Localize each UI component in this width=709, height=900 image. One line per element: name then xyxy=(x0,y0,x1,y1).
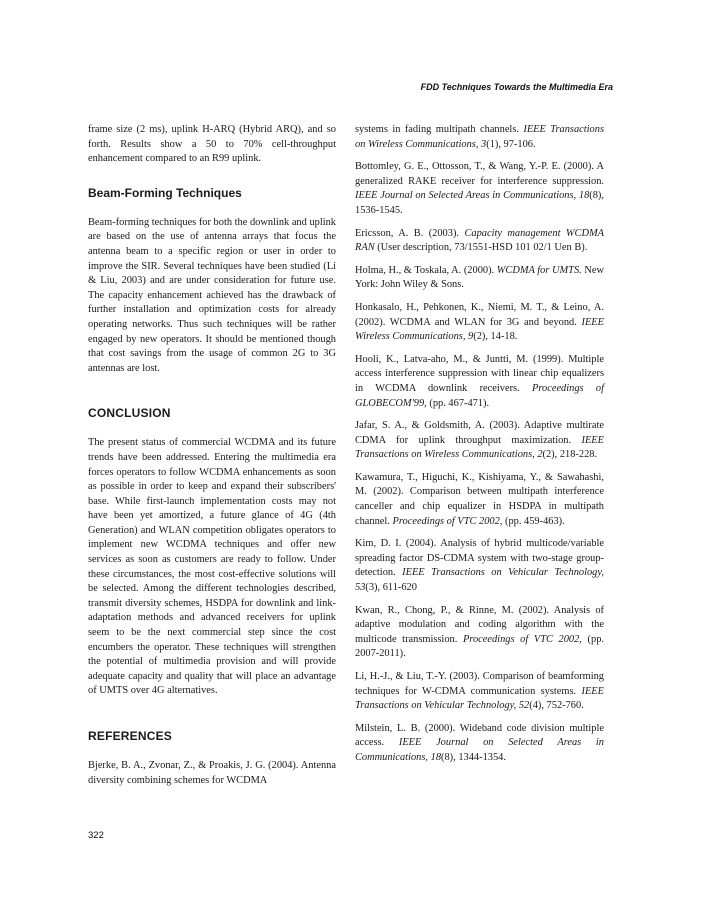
reference-continuation: systems in fading multipath channels. IEEE Transactions on Wireless Communications, 3(1), 97-106. xyxy=(355,124,604,150)
reference-entry: Kwan, R., Chong, P., & Rinne, M. (2002). Analysis of adaptive modulation and coding algorithm with the multicode transmission. Proceedings of VTC 2002, (pp. 2007-2011). xyxy=(355,604,604,660)
reference-entry: Ericsson, A. B. (2003). Capacity management WCDMA RAN (User description, 73/1551-HSD 101 02/1 Uen B). xyxy=(355,227,604,254)
reference-entry: Bjerke, B. A., Zvonar, Z., & Proakis, J. G. (2004). Antenna diversity combining schemes for WCDMA xyxy=(88,760,336,786)
conclusion-paragraph: The present status of commercial WCDMA and its future trends have been addressed. Entering the multimedia era forces operators to follow WCDMA enhancements as soon as possible in order to keep and expand their subscribers' base. While first-launch implementation costs may not have been yet amortized, a future glance of 4G (4th Generation) and WLAN competition obligates operators to implement new WCDMA techniques and offer new services as soon as customers are ready to follow. Under these circumstances, the most cost-effective solutions will be selected. Among the different technologies described, transmit diversity schemes, HSDPA for downlink and link-adaptation methods and advanced receivers for uplink seem to be the next commercial step since the cost encumbers the operator. These techniques will strengthen the potential of multimedia provision and will provide adequate capacity and quality that will place an advantage of UMTS over 4G alternatives. xyxy=(88,437,336,697)
reference-entry: Jafar, S. A., & Goldsmith, A. (2003). Adaptive multirate CDMA for uplink throughput maximization. IEEE Transactions on Wireless Communications, 2(2), 218-228. xyxy=(355,420,604,461)
reference-entry: Honkasalo, H., Pehkonen, K., Niemi, M. T., & Leino, A. (2002). WCDMA and WLAN for 3G and beyond. IEEE Wireless Communications, 9(2), 14-18. xyxy=(355,301,604,343)
left-column xyxy=(88,123,336,796)
reference-entry: Hooli, K., Latva-aho, M., & Juntti, M. (1999). Multiple access interference suppression with linear chip equalizers in WCDMA downlink receivers. Proceedings of GLOBECOM'99, (pp. 467-471). xyxy=(355,353,604,409)
intro-paragraph: frame size (2 ms), uplink H-ARQ (Hybrid ARQ), and so forth. Results show a 50 to 70% cell-throughput enhancement compared to an R99 uplink. xyxy=(88,124,336,165)
reference-entry: Kawamura, T., Higuchi, K., Kishiyama, Y., & Sawahashi, M. (2002). Comparison between multipath interference canceller and chip equalizer in HSDPA in multipath channel. Proceedings of VTC 2002, (pp. 459-463). xyxy=(355,471,604,527)
references-heading: REFERENCES xyxy=(88,729,173,743)
reference-entry: Kim, D. I. (2004). Analysis of hybrid multicode/variable spreading factor DS-CDMA system with two-stage group-detection. IEEE Transactions on Vehicular Technology, 53(3), 611-620 xyxy=(355,538,604,594)
reference-entry: Li, H.-J., & Liu, T.-Y. (2003). Comparison of beamforming techniques for W-CDMA communication systems. IEEE Transactions on Vehicular Technology, 52(4), 752-760. xyxy=(355,671,604,712)
conclusion-heading: CONCLUSION xyxy=(88,406,171,421)
running-header: FDD Techniques Towards the Multimedia Era xyxy=(420,82,613,92)
beam-forming-paragraph: Beam-forming techniques for both the downlink and uplink are based on the use of antenna arrays that focus the antenna beam to a specific region or user in order to improve the SIR. Several techniques have been studied (Li & Liu, 2003) and are under consideration for future use. The capacity enhancement achieved has the drawback of further installation and optimization costs for already operating networks. Thus such techniques will be rather engaged by new operators. It should be mentioned though that cost savings from the usage of common 2G to 3G antennas are lost. xyxy=(88,216,336,374)
reference-entry: Holma, H., & Toskala, A. (2000). WCDMA for UMTS. New York: John Wiley & Sons. xyxy=(355,264,605,291)
right-column xyxy=(355,123,604,774)
reference-entry: Milstein, L. B. (2000). Wideband code division multiple access. IEEE Journal on Selected Areas in Communications, 18(8), 1344-1354. xyxy=(355,722,604,763)
page-number: 322 xyxy=(88,830,104,841)
reference-entry: Bottomley, G. E., Ottosson, T., & Wang, Y.-P. E. (2000). A generalized RAKE receiver for interference suppression. IEEE Journal on Selected Areas in Communications, 18(8), 1536-1545. xyxy=(355,161,604,216)
beam-forming-heading: Beam-Forming Techniques xyxy=(88,185,242,200)
